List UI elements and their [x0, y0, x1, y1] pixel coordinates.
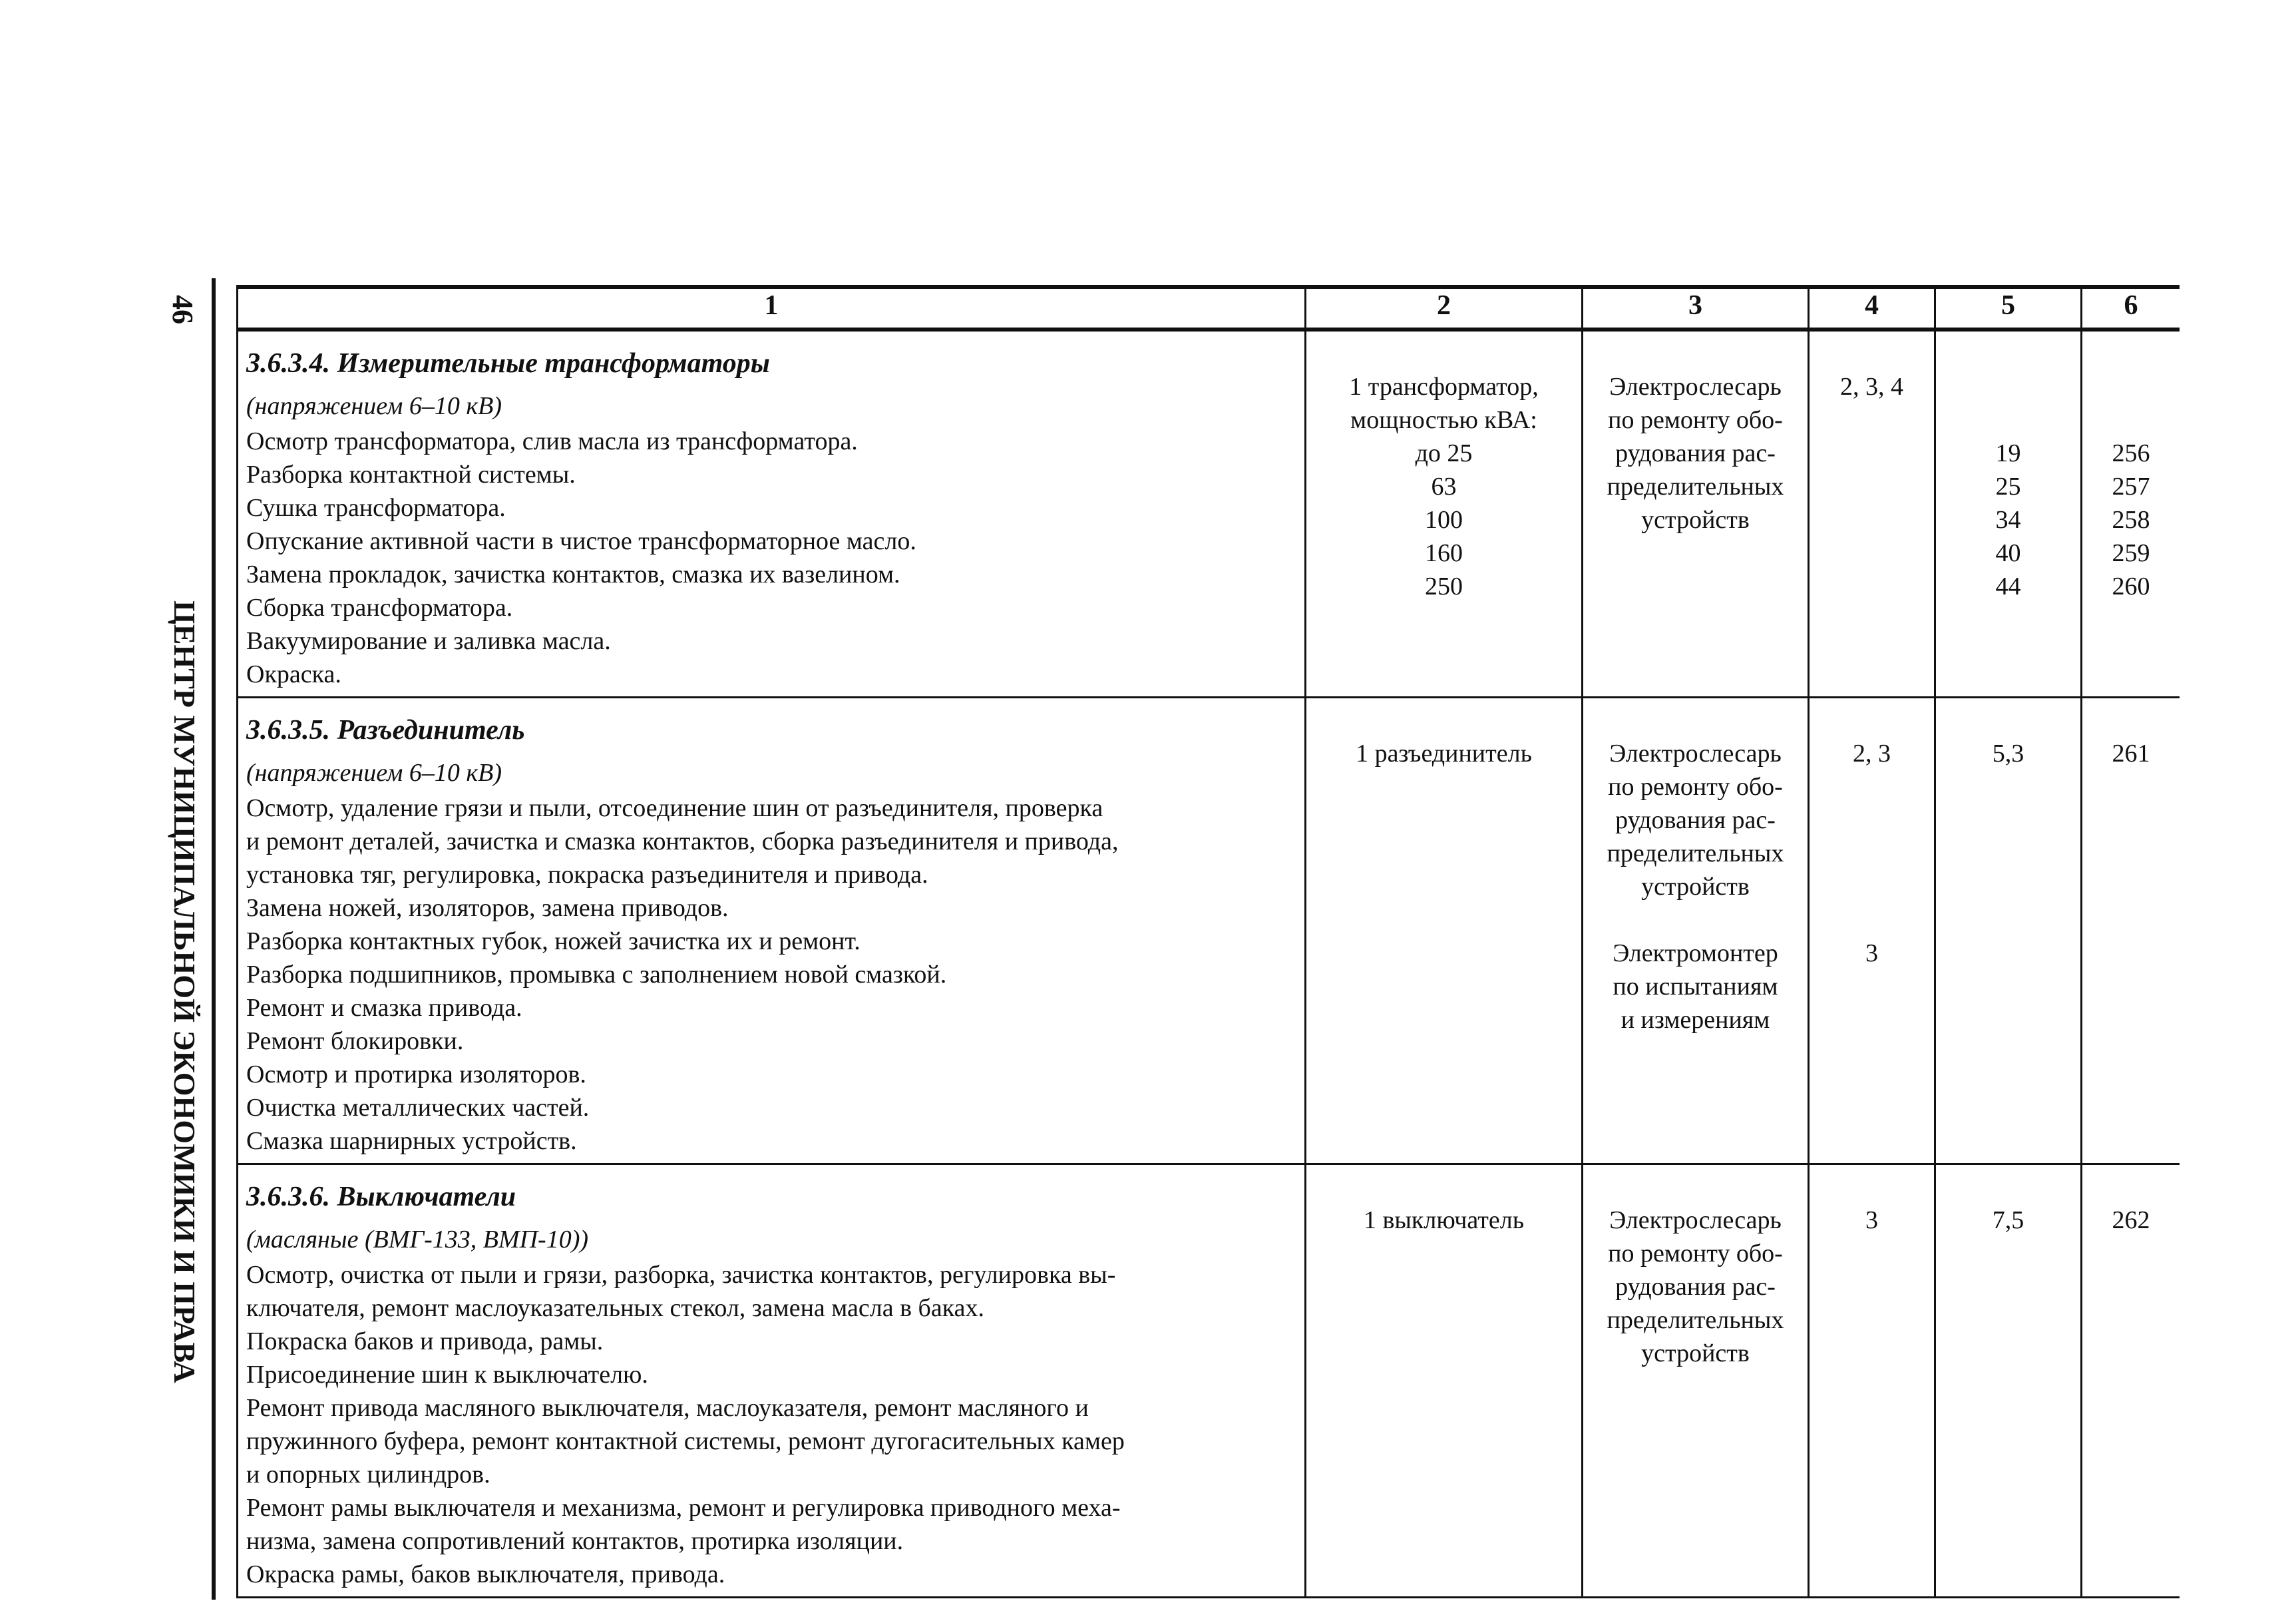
norm-value: 5,3 — [1992, 740, 2024, 768]
section-subtitle: (масляные (ВМГ-133, ВМП-10)) — [246, 1226, 589, 1254]
worker-cell — [1583, 1164, 1809, 1598]
grade-cell — [1809, 1164, 1935, 1598]
index-cell — [2082, 330, 2180, 698]
worker-line: по испытаниям — [1613, 973, 1778, 1001]
col-header-2: 2 — [1306, 287, 1583, 330]
work-line: Очистка металлических частей. — [246, 1094, 590, 1122]
work-line: Осмотр, удаление грязи и пыли, отсоединение шин от разъединителя, проверка — [246, 794, 1103, 822]
norm-value: 19 — [1995, 439, 2021, 467]
index-value: 261 — [2112, 740, 2150, 768]
index-value: 262 — [2112, 1206, 2150, 1234]
section-title: 3.6.3.6. Выключатели — [246, 1182, 516, 1212]
worker-line: и измерениям — [1621, 1006, 1770, 1034]
header-row — [238, 287, 2180, 330]
worker-line: устройств — [1641, 873, 1750, 901]
unit-line: 100 — [1425, 506, 1463, 534]
norm-value: 44 — [1995, 572, 2021, 600]
work-line: Разборка подшипников, промывка с заполнением новой смазкой. — [246, 961, 947, 989]
section-title: 3.6.3.5. Разъединитель — [246, 715, 525, 746]
col-header-4: 4 — [1809, 287, 1935, 330]
work-line: пружинного буфера, ремонт контактной системы, ремонт дугогасительных камер — [246, 1427, 1125, 1455]
worker-line: Электрослесарь — [1609, 373, 1782, 401]
table-container — [236, 285, 2180, 1603]
col-header-1: 1 — [238, 287, 1306, 330]
work-description — [238, 698, 1306, 1164]
worker-line: по ремонту обо- — [1608, 773, 1783, 801]
work-line: Вакуумирование и заливка масла. — [246, 627, 611, 655]
work-line: Ремонт рамы выключателя и механизма, ремонт и регулировка приводного меха- — [246, 1494, 1121, 1522]
work-line: Осмотр трансформатора, слив масла из трансформатора. — [246, 427, 858, 455]
grade-value: 2, 3 — [1853, 740, 1891, 768]
work-line: Сборка трансформатора. — [246, 594, 513, 622]
unit-line: мощностью кВА: — [1350, 406, 1537, 434]
grade-value: 2, 3, 4 — [1840, 373, 1903, 401]
unit-line: 1 разъединитель — [1356, 740, 1532, 768]
index-value: 256 — [2112, 439, 2150, 467]
work-line: Осмотр, очистка от пыли и грязи, разборка, зачистка контактов, регулировка вы- — [246, 1261, 1116, 1289]
grade-value: 3 — [1865, 939, 1878, 967]
work-line: низма, замена сопротивлений контактов, протирка изоляции. — [246, 1527, 904, 1555]
norm-cell — [1935, 1164, 2082, 1598]
work-line: Опускание активной части в чистое трансформаторное масло. — [246, 527, 916, 555]
section-title: 3.6.3.4. Измерительные трансформаторы — [246, 348, 770, 379]
work-line: Замена прокладок, зачистка контактов, смазка их вазелином. — [246, 561, 900, 588]
work-line: Ремонт привода масляного выключателя, маслоуказателя, ремонт масляного и — [246, 1394, 1089, 1422]
col-header-5: 5 — [1935, 287, 2082, 330]
grade-value: 3 — [1865, 1206, 1878, 1234]
norm-value: 40 — [1995, 539, 2021, 567]
section-subtitle: (напряжением 6–10 кВ) — [246, 759, 502, 787]
norm-value: 34 — [1995, 506, 2021, 534]
norm-value: 25 — [1995, 473, 2021, 501]
work-line: Ремонт и смазка привода. — [246, 994, 522, 1022]
work-line: и ремонт деталей, зачистка и смазка контактов, сборка разъединителя и привода, — [246, 827, 1119, 855]
table-row — [238, 330, 2180, 698]
unit-line: 63 — [1431, 473, 1457, 501]
worker-line: по ремонту обо- — [1608, 1240, 1783, 1267]
work-line: и опорных цилиндров. — [246, 1461, 490, 1488]
margin-rule — [212, 278, 216, 1600]
index-value: 257 — [2112, 473, 2150, 501]
unit-line: 160 — [1425, 539, 1463, 567]
work-description — [238, 1164, 1306, 1598]
work-line: установка тяг, регулировка, покраска разъединителя и привода. — [246, 861, 928, 889]
work-line: Ремонт блокировки. — [246, 1027, 464, 1055]
unit-line: 250 — [1425, 572, 1463, 600]
norm-cell — [1935, 330, 2082, 698]
worker-line: рудования рас- — [1615, 1273, 1776, 1301]
worker-line: по ремонту обо- — [1608, 406, 1783, 434]
work-norms-table — [236, 285, 2180, 1598]
work-line: Замена ножей, изоляторов, замена приводов. — [246, 894, 729, 922]
work-line: Осмотр и протирка изоляторов. — [246, 1060, 586, 1088]
work-line: ключателя, ремонт маслоуказательных стекол, замена масла в баках. — [246, 1294, 985, 1322]
worker-line: пределительных — [1607, 1306, 1784, 1334]
worker-line: рудования рас- — [1615, 439, 1776, 467]
col-header-3: 3 — [1583, 287, 1809, 330]
unit-cell — [1306, 1164, 1583, 1598]
worker-line: Электрослесарь — [1609, 1206, 1782, 1234]
work-line: Окраска. — [246, 660, 341, 688]
grade-cell — [1809, 330, 1935, 698]
index-value: 259 — [2112, 539, 2150, 567]
section-subtitle: (напряжением 6–10 кВ) — [246, 392, 502, 420]
running-head: ЦЕНТР МУНИЦИПАЛЬНОЙ ЭКОНОМИКИ И ПРАВА — [168, 600, 202, 1383]
worker-line: пределительных — [1607, 839, 1784, 867]
work-line: Разборка контактной системы. — [246, 461, 576, 489]
work-line: Присоединение шин к выключателю. — [246, 1361, 648, 1389]
norm-value: 7,5 — [1992, 1206, 2024, 1234]
unit-cell — [1306, 330, 1583, 698]
worker-line: пределительных — [1607, 473, 1784, 501]
table-row — [238, 1164, 2180, 1598]
col-header-6: 6 — [2082, 287, 2180, 330]
worker-cell — [1583, 330, 1809, 698]
index-cell — [2082, 698, 2180, 1164]
index-value: 260 — [2112, 572, 2150, 600]
worker-line: устройств — [1641, 1339, 1750, 1367]
worker-line: Электромонтер — [1613, 939, 1778, 967]
table-row — [238, 698, 2180, 1164]
work-line: Покраска баков и привода, рамы. — [246, 1327, 604, 1355]
work-line: Разборка контактных губок, ножей зачистка их и ремонт. — [246, 927, 861, 955]
unit-cell — [1306, 698, 1583, 1164]
unit-line: 1 выключатель — [1363, 1206, 1525, 1234]
page-number: 46 — [166, 295, 200, 324]
unit-line: до 25 — [1415, 439, 1473, 467]
work-description — [238, 330, 1306, 698]
index-value: 258 — [2112, 506, 2150, 534]
index-cell — [2082, 1164, 2180, 1598]
norm-cell — [1935, 698, 2082, 1164]
work-line: Сушка трансформатора. — [246, 494, 506, 522]
worker-line: рудования рас- — [1615, 806, 1776, 834]
worker-line: устройств — [1641, 506, 1750, 534]
unit-line: 1 трансформатор, — [1349, 373, 1539, 401]
grade-cell — [1809, 698, 1935, 1164]
work-line: Смазка шарнирных устройств. — [246, 1127, 577, 1155]
worker-cell — [1583, 698, 1809, 1164]
work-line: Окраска рамы, баков выключателя, привода. — [246, 1560, 725, 1588]
worker-line: Электрослесарь — [1609, 740, 1782, 768]
